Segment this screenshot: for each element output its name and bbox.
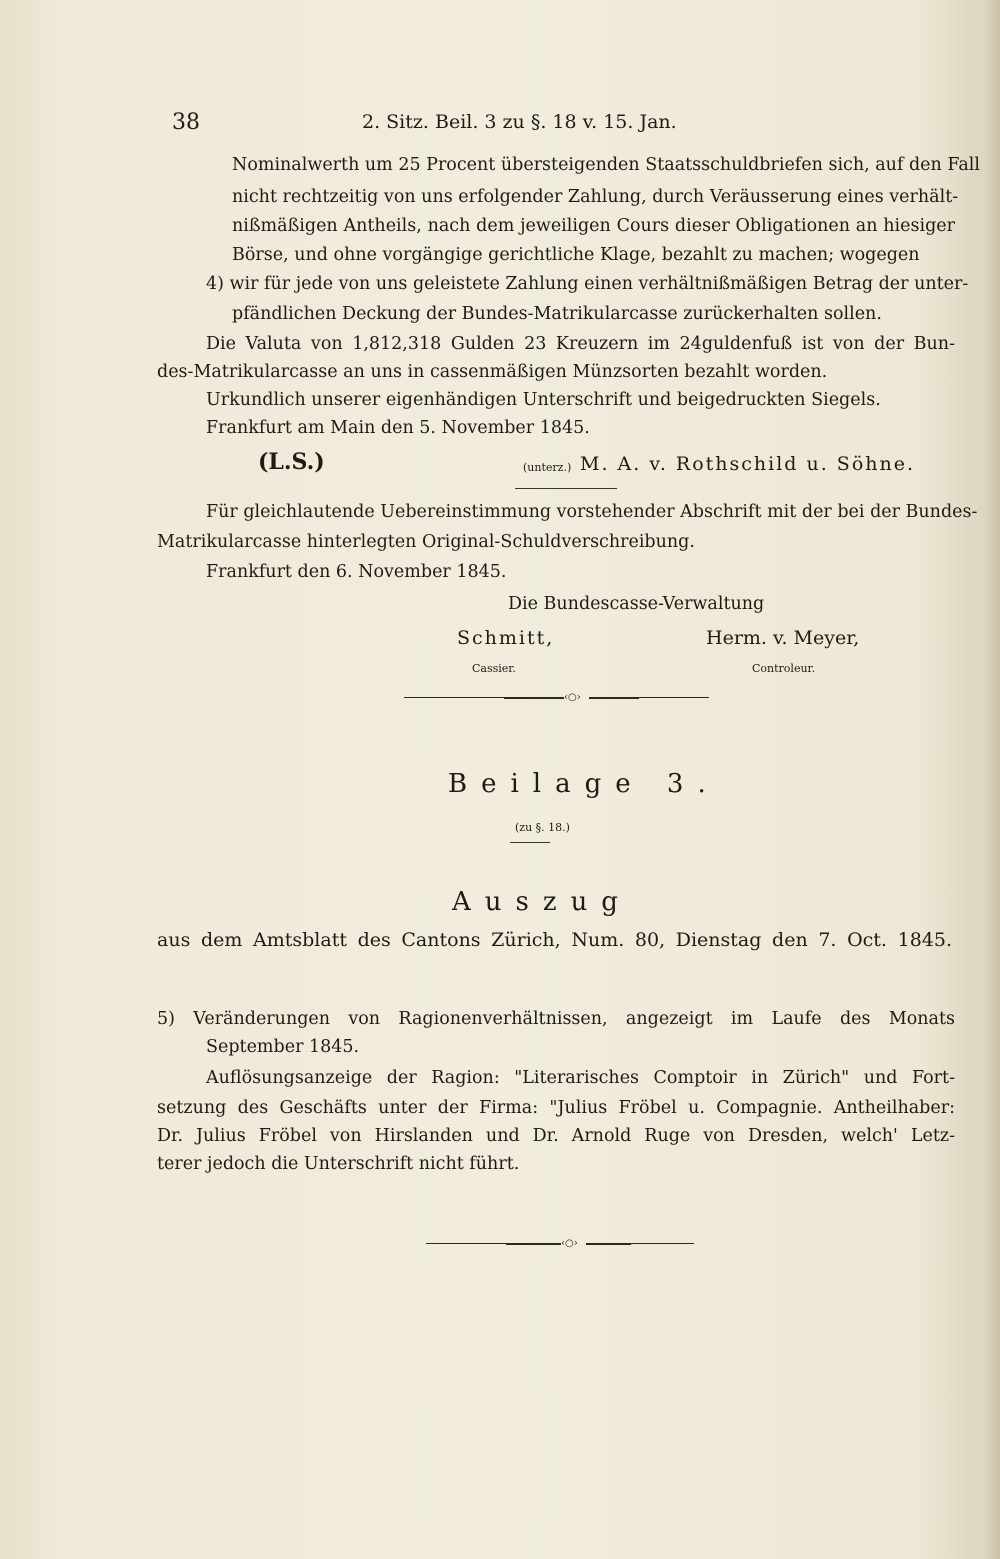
entry-line: Dr. Julius Fröbel von Hirslanden und Dr. Arnold Ruge von Dresden, welch' Letz-	[157, 1126, 955, 1146]
certification-line: Für gleichlautende Uebereinstimmung vorstehender Abschrift mit der bei der Bundes-	[206, 502, 978, 522]
signature-note: (unterz.)	[523, 461, 572, 474]
body-line: nißmäßigen Antheils, nach dem jeweiligen Cours dieser Obligationen an hiesiger	[232, 216, 955, 236]
signature: M. A. v. Rothschild u. Söhne.	[580, 453, 916, 475]
body-line: 4) wir für jede von uns geleistete Zahlung einen verhältnißmäßigen Betrag der unter-	[206, 274, 969, 294]
signer-title: Cassier.	[472, 662, 516, 675]
body-line: Nominalwerth um 25 Procent übersteigenden Staatsschuldbriefen sich, auf den Fall	[232, 155, 980, 175]
entry-line: 5) Veränderungen von Ragionenverhältnissen, angezeigt im Laufe des Monats	[157, 1009, 955, 1029]
signer-title: Controleur.	[752, 662, 816, 675]
body-line: Urkundlich unserer eigenhändigen Unterschrift und beigedruckten Siegels.	[206, 390, 881, 410]
entry-line: setzung des Geschäfts unter der Firma: "Julius Fröbel u. Compagnie. Antheilhaber:	[157, 1098, 955, 1118]
entry-line: terer jedoch die Unterschrift nicht führt.	[157, 1154, 520, 1174]
body-line: Die Valuta von 1,812,318 Gulden 23 Kreuzern im 24guldenfuß ist von der Bun-	[206, 334, 955, 354]
body-line: Börse, und ohne vorgängige gerichtliche Klage, bezahlt zu machen; wogegen	[232, 245, 920, 265]
certification-line: Matrikularcasse hinterlegten Original-Schuldverschreibung.	[157, 532, 695, 552]
short-divider	[510, 842, 550, 843]
ornamental-divider: ‹○›	[404, 692, 709, 704]
signer-name: Herm. v. Meyer,	[706, 627, 860, 649]
signer-name: Schmitt,	[457, 627, 555, 649]
authority-name: Die Bundescasse-Verwaltung	[508, 594, 765, 614]
excerpt-source: aus dem Amtsblatt des Cantons Zürich, Num. 80, Dienstag den 7. Oct. 1845.	[157, 929, 952, 951]
appendix-subtitle: (zu §. 18.)	[515, 821, 570, 834]
seal-mark: (L.S.)	[258, 449, 325, 475]
body-line: nicht rechtzeitig von uns erfolgender Zahlung, durch Veräusserung eines verhält-	[232, 187, 959, 207]
appendix-title: Beilage 3.	[448, 769, 720, 799]
entry-line: September 1845.	[206, 1037, 360, 1057]
ornamental-divider: ‹○›	[426, 1238, 694, 1250]
running-head: 2. Sitz. Beil. 3 zu §. 18 v. 15. Jan.	[362, 111, 677, 133]
page-edge	[986, 0, 1000, 1559]
page-number: 38	[172, 110, 200, 135]
body-line: Frankfurt am Main den 5. November 1845.	[206, 418, 590, 438]
excerpt-title: Auszug	[452, 887, 632, 917]
certification-line: Frankfurt den 6. November 1845.	[206, 562, 507, 582]
body-line: pfändlichen Deckung der Bundes-Matrikularcasse zurückerhalten sollen.	[232, 304, 882, 324]
body-line: des-Matrikularcasse an uns in cassenmäßigen Münzsorten bezahlt worden.	[157, 362, 828, 382]
short-divider	[515, 488, 617, 489]
entry-line: Auflösungsanzeige der Ragion: "Literarisches Comptoir in Zürich" und Fort-	[206, 1068, 955, 1088]
